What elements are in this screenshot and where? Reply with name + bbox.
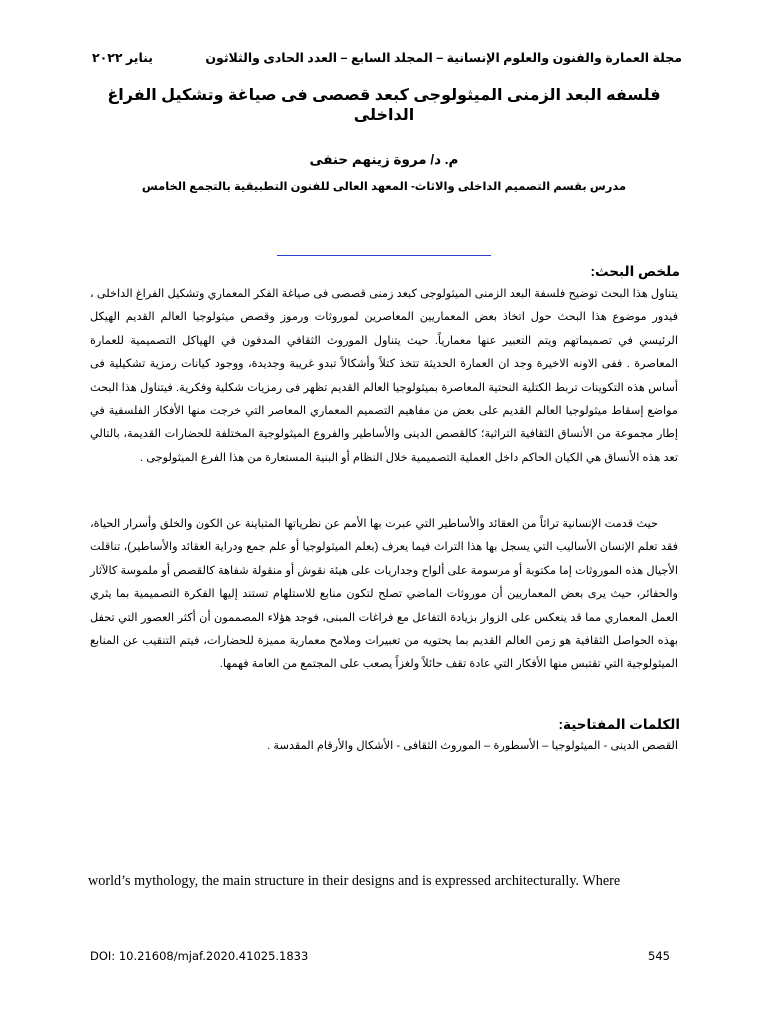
keywords-heading: الكلمات المفتاحية:: [558, 717, 680, 732]
separator-rule: [277, 255, 491, 256]
page-number: 545: [648, 949, 670, 963]
doi-text: DOI: 10.21608/mjaf.2020.41025.1833: [90, 949, 309, 963]
abstract-heading: ملخص البحث:: [590, 264, 680, 279]
author-affiliation: مدرس بقسم التصميم الداخلى والاثاث- المعهد العالى للفنون التطبيقية بالتجمع الخامس: [141, 181, 627, 193]
keywords-text: القصص الدينى - الميثولوجيا – الأسطورة – الموروث الثقافى - الأشكال والأرقام المقدسة .: [267, 740, 678, 752]
author-name: م. د/ مروة زينهم حنفى: [309, 152, 459, 167]
english-abstract-line: world’s mythology, the main structure in their designs and is expressed architecturally. Where: [88, 873, 621, 889]
journal-header: مجلة العمارة والفنون والعلوم الإنسانية – المجلد السابع – العدد الحادى والثلاثون: [205, 51, 682, 65]
paper-title: فلسفه البعد الزمنى الميثولوجى كبعد قصصى فى صياغة وتشكيل الفراغ الداخلى: [107, 87, 661, 124]
issue-date: يناير ٢٠٢٢: [92, 51, 153, 65]
abstract-paragraph-1: يتناول هذا البحث توضيح فلسفة البعد الزمنى الميثولوجى كبعد زمنى قصصى فى صياغة الفكر المعماري وتشكيل الفراغ الداخلى ، فيدور موضوع هذا البحث حول اتخاذ بعض المعماريين المعاصرين لموروثات ورموز وقصص ميثولوجيا العالم القديم الهيكل الرئيسي في تصميماتهم ويتم التعبير عنها معمارياً. حيث يتناول الموروث الثقافي المدفون في الهياكل التصميمية للعمارة المعاصرة . ففى الاونه الاخيرة وجد ان العمارة الحديثة تتخذ كتلاً وأشكالاً تبدو غريبة وجديدة، ووجود كيانات رمزية تشكيلية فى أساس هذه التكوينات تربط الكتلية النحتية المعاصرة بميثولوجيا العالم القديم تظهر فى رمزيات شكلية وفكرية. فيتناول هذا البحث مواضع إسقاط ميثولوجيا العالم القديم على بعض من مفاهيم التصميم المعماري المعاصر التي خرجت منها الأفكار الفلسفية في إطار مجموعة من الأنساق الثقافية التراثية؛ كالقصص الدينى والأساطير والفروع الميثولوجية المختلفة للحضارات القديمة، بالتالي تعد هذه الأنساق هي الكيان الحاكم داخل العملية التصميمية خلال النظام أو البنية المستعارة من هذا الفرع الميثولوجى .: [90, 288, 678, 464]
abstract-paragraph-2: حيث قدمت الإنسانية تراثاً من العقائد والأساطير التي عبرت بها الأمم عن نظرياتها المتباينة عن الكون والخلق وأسرار الحياة، فقد تعلم الإنسان الأساليب التي يسجل بها هذا التراث فيما يعرف (بعلم الميثولوجيا أو علم جمع ودراية العقائد والأساطير)، تناقلت الأجيال هذه الموروثات إما مكتوبة أو مرسومة على ألواح وجداريات على هيئة نقوش أو منقولة شفاهة كالقصص أو ملموسة كالآثار والحفائر، حيث يرى بعض المعماريين أن موروثات الماضي تصلح لتكون منابع للاستلهام تستند إليها الفكرة التصميمية بما يثري العمل المعماري مما قد ينعكس على الزوار بزيادة التفاعل مع فراغات المبنى، فوجد هؤلاء المصممون أن أكثر العصور التي تحفل بهذه الحواصل الثقافية هو زمن العالم القديم بما يحتويه من تعبيرات وملامح معمارية مميزة للحضارات، فيتم التنقيب عن المنابع الميثولوجية التي تقتبس منها الأفكار التي عادة تقف حائلاً ولغزاً يصعب على المجتمع من العامة فهمها.: [90, 518, 678, 671]
